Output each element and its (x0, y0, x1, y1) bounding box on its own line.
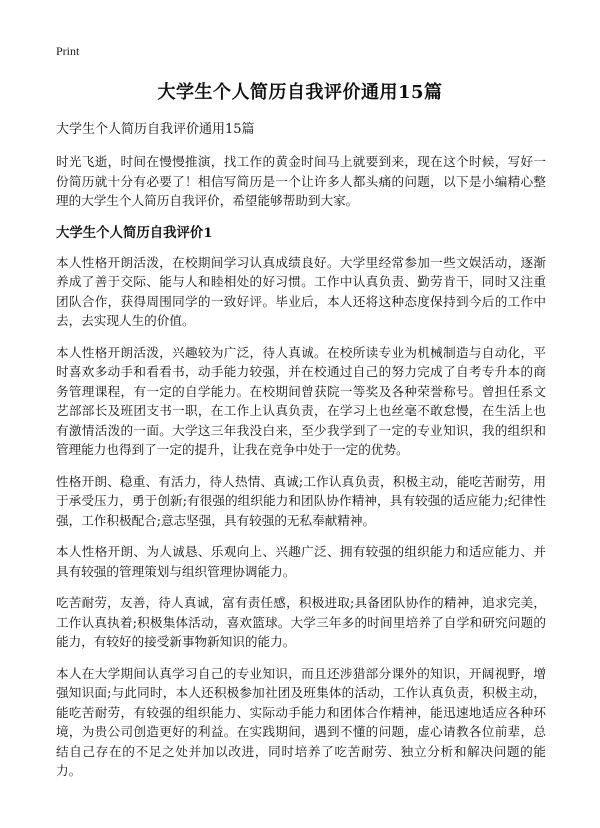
body-paragraph: 吃苦耐劳，友善，待人真诚，富有责任感，积极进取;具备团队协作的精神，追求完美，工作认真执着;积极集体活动，喜欢篮球。大学三年多的时间里培养了自学和研究问题的能力，有较好的接受新事物新知识的能力。 (56, 595, 546, 649)
document-body (56, 120, 546, 793)
print-link[interactable]: Print (56, 44, 80, 58)
body-paragraph: 本人性格开朗活泼，兴趣较为广泛，待人真诚。在校所读专业为机械制造与自动化，平时喜欢多动手和看看书，动手能力较强，并在校通过自己的努力完成了自考专升本的商务管理课程，有一定的自学能力。在校期间曾获院一等奖及各种荣誉称号。曾担任系文艺部部长及班团支书一职，在工作上认真负责，在学习上也丝毫不敢怠慢，在生活上也有激情活泼的一面。大学这三年我没白来，至少我学到了一定的专业知识，我的组织和管理能力也得到了一定的提升，让我在竞争中处于一定的优势。 (56, 344, 546, 457)
intro-paragraph: 时光飞逝，时间在慢慢推演，找工作的黄金时间马上就要到来，现在这个时候，写好一份简历就十分有必要了！相信写简历是一个让许多人都头痛的问题，以下是小编精心整理的大学生个人简历自我评价，希望能够帮助到大家。 (56, 154, 546, 208)
document-subtitle: 大学生个人简历自我评价通用15篇 (56, 122, 255, 137)
body-paragraph: 本人性格开朗活泼，在校期间学习认真成绩良好。大学里经常参加一些文娱活动，逐渐养成了善于交际、能与人和睦相处的好习惯。工作中认真负责、勤劳肯干，同时又注重团队合作，获得周围同学的一致好评。毕业后，本人还将这种态度保持到今后的工作中去，去实现人生的价值。 (56, 254, 546, 328)
section-heading: 大学生个人简历自我评价1 (56, 224, 213, 241)
body-paragraph: 本人性格开朗、为人诚恳、乐观向上、兴趣广泛、拥有较强的组织能力和适应能力、并具有较强的管理策划与组织管理协调能力。 (56, 544, 546, 579)
page-title: 大学生个人简历自我评价通用15篇 (157, 82, 443, 103)
body-paragraph: 本人在大学期间认真学习自己的专业知识，而且还涉猎部分课外的知识，开阔视野，增强知识面;与此同时，本人还积极参加社团及班集体的活动，工作认真负责，积极主动，能吃苦耐劳，有较强的组织能力、实际动手能力和团体合作精神，能迅速地适应各种环境，为贵公司创造更好的利益。在实践期间，遇到不懂的问题，虚心请教各位前辈，总结自己存在的不足之处并加以改进，同时培养了吃苦耐劳、独立分析和解决问题的能力。 (56, 665, 546, 778)
body-paragraph: 性格开朗、稳重、有活力，待人热情、真诚;工作认真负责，积极主动，能吃苦耐劳，用于承受压力，勇于创新;有很强的组织能力和团队协作精神，具有较强的适应能力;纪律性强，工作积极配合;意志坚强，具有较强的无私奉献精神。 (56, 473, 546, 528)
